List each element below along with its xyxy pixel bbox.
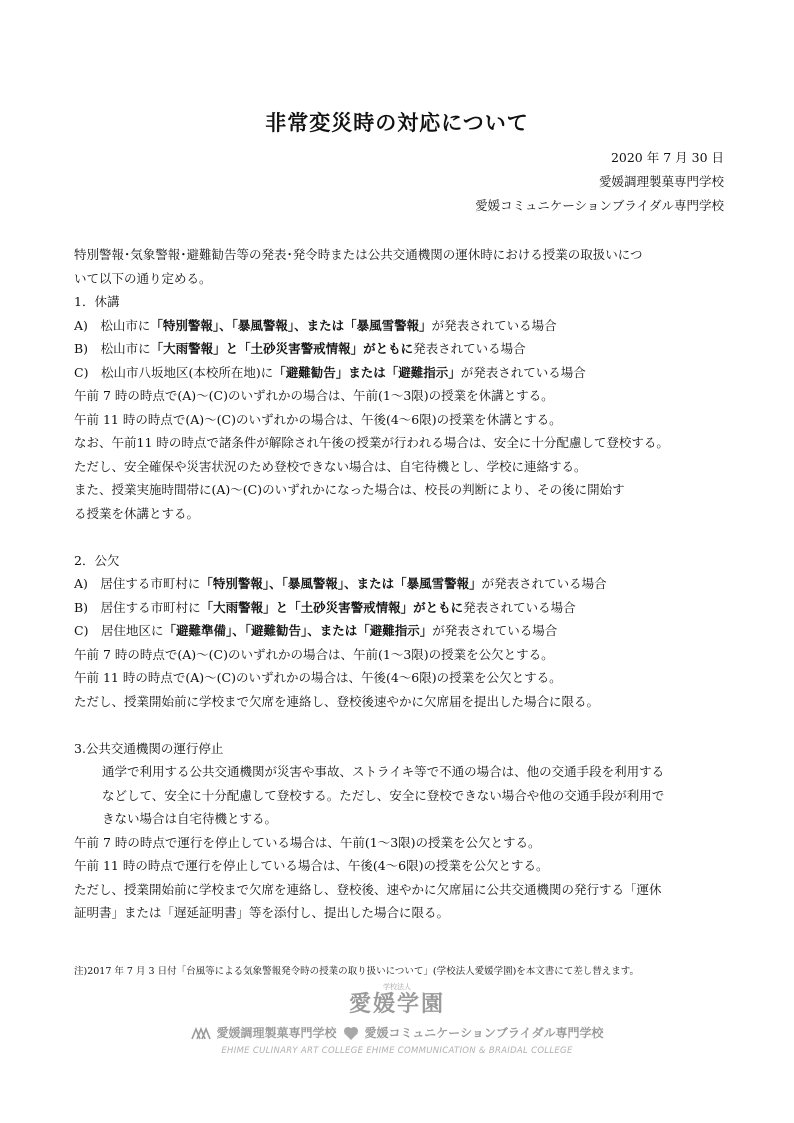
intro-line: 特別警報･気象警報･避難勧告等の発表･発令時または公共交通機関の運休時における授業の取扱いにつ <box>74 247 643 262</box>
rule-line: また、授業実施時間帯に(A)～(C)のいずれかになった場合は、校長の判断により、その後に開始す <box>74 482 625 497</box>
indented-line: 通学で利用する公共交通機関が災害や事故、ストライキ等で不通の場合は、他の交通手段を利用する <box>102 764 665 779</box>
document-body <box>74 243 734 925</box>
footnote: 注)2017 年 7 月 3 日付「台風等による気象警報発令時の授業の取り扱いについて」(学校法人愛媛学園)を本文書にて差し替えます。 <box>74 966 640 977</box>
condition-a: A) 松山市に「特別警報」、「暴風警報」、または「暴風雪警報」が発表されている場合 <box>74 317 557 333</box>
rule-line: なお、午前11 時の時点で諸条件が解除され午後の授業が行われる場合は、安全に十分配慮して登校する。 <box>74 435 669 450</box>
indented-line: などして、安全に十分配慮して登校する。ただし、安全に登校できない場合や他の交通手段が利用で <box>102 787 665 803</box>
logo-school-1: 愛媛調理製菓専門学校 <box>216 1026 337 1040</box>
rule-line: る授業を休講とする。 <box>74 505 200 521</box>
rule-line: 午前 7 時の時点で(A)～(C)のいずれかの場合は、午前(1～3限)の授業を休講とする。 <box>74 388 554 403</box>
condition-a: A) 居住する市町村に「特別警報」、「暴風警報」、または「暴風雪警報」が発表されている場合 <box>74 576 607 591</box>
rule-line: 午前 7 時の時点で運行を停止している場合は、午前(1～3限)の授業を公欠とする。 <box>74 834 541 850</box>
school-logo <box>0 982 794 1056</box>
section-heading: 2．公欠 <box>74 552 120 568</box>
bridal-emblem-icon <box>343 1026 359 1040</box>
condition-b: B) 松山市に「大雨警報」と「土砂災害警戒情報」がともに発表されている場合 <box>74 341 526 356</box>
rule-line: ただし、授業開始前に学校まで欠席を連絡し、登校後、速やかに欠席届に公共交通機関の発行する「運休 <box>74 881 662 897</box>
logo-title: 愛媛学園 <box>348 992 445 1017</box>
logo-schools <box>0 1024 794 1041</box>
rule-line: 午前 11 時の時点で(A)～(C)のいずれかの場合は、午後(4～6限)の授業を公欠とする。 <box>74 670 562 685</box>
rule-line: 午前 11 時の時点で運行を停止している場合は、午後(4～6限)の授業を公欠とする。 <box>74 858 549 873</box>
culinary-emblem-icon <box>191 1026 211 1040</box>
page-title: 非常変災時の対応について <box>265 110 529 135</box>
issuer-school-1: 愛媛調理製菓専門学校 <box>598 174 724 189</box>
issuer-school-2: 愛媛コミュニケーションブライダル専門学校 <box>475 198 724 213</box>
rule-line: 午前 11 時の時点で(A)～(C)のいずれかの場合は、午後(4～6限)の授業を休講とする。 <box>74 411 562 427</box>
intro-line: いて以下の通り定める。 <box>74 270 212 286</box>
logo-english: EHIME CULINARY ART COLLEGE EHIME COMMUNICATION & BRAIDAL COLLEGE <box>221 1046 573 1056</box>
rule-line: ただし、安全確保や災害状況のため登校できない場合は、自宅待機とし、学校に連絡する。 <box>74 458 587 474</box>
condition-c: C) 居住地区に「避難準備」、「避難勧告」、または「避難指示」が発表されている場合 <box>74 623 558 638</box>
logo-subtitle: 学校法人 <box>383 983 411 991</box>
rule-line: 午前 7 時の時点で(A)～(C)のいずれかの場合は、午前(1～3限)の授業を公欠とする。 <box>74 646 554 662</box>
section-heading: 3.公共交通機関の運行停止 <box>74 740 224 756</box>
indented-line: きない場合は自宅待機とする。 <box>102 811 278 826</box>
rule-line: 証明書」または「遅延証明書」等を添付し、提出した場合に限る。 <box>74 905 450 920</box>
section-heading: 1．休講 <box>74 294 120 309</box>
logo-school-2: 愛媛コミュニケーションブライダル専門学校 <box>364 1026 604 1040</box>
condition-c: C) 松山市八坂地区(本校所在地)に「避難勧告」または「避難指示」が発表されている場合 <box>74 364 586 380</box>
condition-b: B) 居住する市町村に「大雨警報」と「土砂災害警戒情報」がともに発表されている場合 <box>74 599 576 615</box>
document-date: 2020 年 7 月 30 日 <box>610 150 724 165</box>
rule-line: ただし、授業開始前に学校まで欠席を連絡し、登校後速やかに欠席届を提出した場合に限る。 <box>74 693 600 709</box>
